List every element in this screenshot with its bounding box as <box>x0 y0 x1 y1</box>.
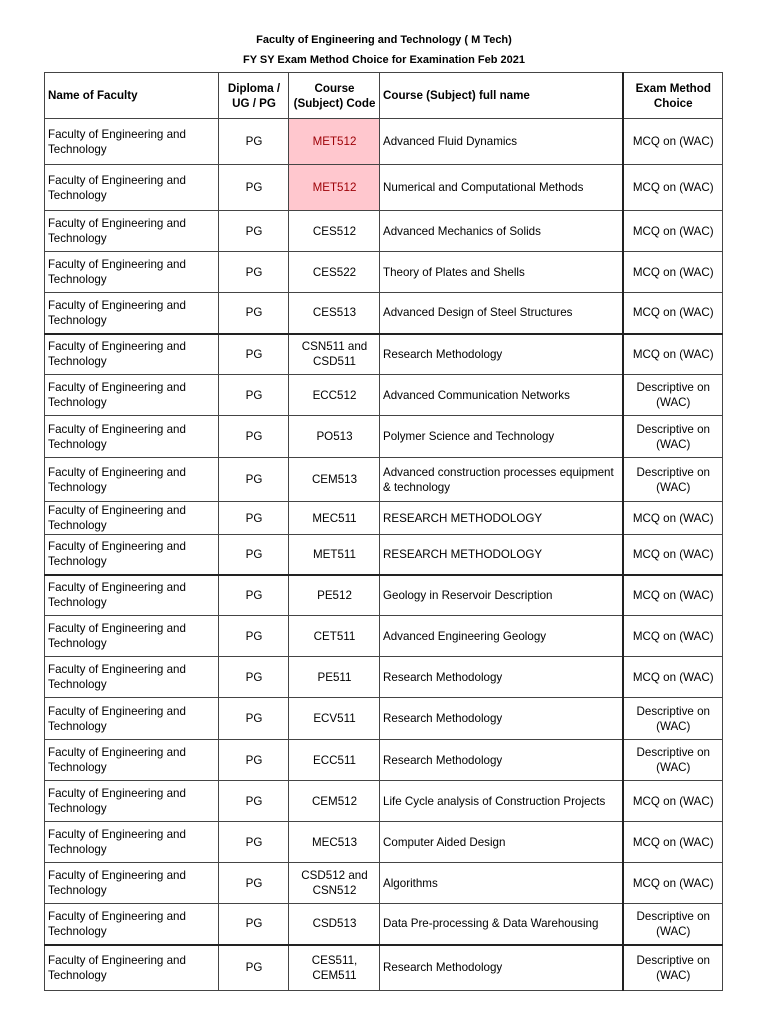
cell-level: PG <box>219 119 289 165</box>
cell-exam-method: MCQ on (WAC) <box>623 334 723 375</box>
cell-course-code: CSD512 and CSN512 <box>289 863 380 904</box>
cell-course-code: PO513 <box>289 416 380 458</box>
table-row <box>45 375 723 416</box>
cell-level: PG <box>219 616 289 657</box>
cell-exam-method: MCQ on (WAC) <box>623 616 723 657</box>
table-body <box>45 119 723 991</box>
cell-level: PG <box>219 416 289 458</box>
table-row <box>45 252 723 293</box>
header-exam-method: Exam Method Choice <box>623 73 723 119</box>
cell-level: PG <box>219 945 289 991</box>
cell-faculty: Faculty of Engineering and Technology <box>45 657 219 698</box>
table-row <box>45 211 723 252</box>
cell-faculty: Faculty of Engineering and Technology <box>45 293 219 334</box>
cell-level: PG <box>219 698 289 740</box>
cell-faculty: Faculty of Engineering and Technology <box>45 119 219 165</box>
cell-exam-method: Descriptive on (WAC) <box>623 904 723 945</box>
exam-method-table <box>44 72 723 991</box>
cell-exam-method: MCQ on (WAC) <box>623 657 723 698</box>
table-row <box>45 416 723 458</box>
cell-faculty: Faculty of Engineering and Technology <box>45 416 219 458</box>
cell-exam-method: Descriptive on (WAC) <box>623 375 723 416</box>
cell-exam-method: MCQ on (WAC) <box>623 575 723 616</box>
cell-exam-method: MCQ on (WAC) <box>623 252 723 293</box>
table-header-row <box>45 73 723 119</box>
cell-course-code: PE511 <box>289 657 380 698</box>
header-level: Diploma / UG / PG <box>219 73 289 119</box>
cell-course-name: Research Methodology <box>380 657 623 698</box>
cell-faculty: Faculty of Engineering and Technology <box>45 165 219 211</box>
cell-course-name: Research Methodology <box>380 334 623 375</box>
header-course-name: Course (Subject) full name <box>380 73 623 119</box>
cell-exam-method: MCQ on (WAC) <box>623 502 723 535</box>
cell-exam-method: Descriptive on (WAC) <box>623 458 723 502</box>
cell-course-name: Advanced construction processes equipment & technology <box>380 458 623 502</box>
cell-exam-method: Descriptive on (WAC) <box>623 945 723 991</box>
cell-course-code-highlighted: MET512 <box>289 119 380 165</box>
cell-exam-method: Descriptive on (WAC) <box>623 698 723 740</box>
cell-course-name: Computer Aided Design <box>380 822 623 863</box>
cell-level: PG <box>219 375 289 416</box>
cell-level: PG <box>219 904 289 945</box>
cell-course-name: Research Methodology <box>380 698 623 740</box>
cell-course-name: Research Methodology <box>380 740 623 781</box>
table-row <box>45 293 723 334</box>
cell-level: PG <box>219 657 289 698</box>
cell-course-code: MEC511 <box>289 502 380 535</box>
cell-course-code: MEC513 <box>289 822 380 863</box>
cell-exam-method: MCQ on (WAC) <box>623 822 723 863</box>
cell-faculty: Faculty of Engineering and Technology <box>45 781 219 822</box>
cell-course-name: Advanced Communication Networks <box>380 375 623 416</box>
cell-level: PG <box>219 535 289 575</box>
cell-level: PG <box>219 211 289 252</box>
cell-level: PG <box>219 781 289 822</box>
cell-course-name: Polymer Science and Technology <box>380 416 623 458</box>
cell-course-name: RESEARCH METHODOLOGY <box>380 502 623 535</box>
cell-level: PG <box>219 252 289 293</box>
cell-exam-method: MCQ on (WAC) <box>623 863 723 904</box>
table-row <box>45 698 723 740</box>
cell-course-name: Advanced Mechanics of Solids <box>380 211 623 252</box>
cell-course-name: Advanced Engineering Geology <box>380 616 623 657</box>
cell-faculty: Faculty of Engineering and Technology <box>45 698 219 740</box>
cell-exam-method: MCQ on (WAC) <box>623 535 723 575</box>
cell-faculty: Faculty of Engineering and Technology <box>45 616 219 657</box>
cell-course-name: Data Pre-processing & Data Warehousing <box>380 904 623 945</box>
cell-course-code: PE512 <box>289 575 380 616</box>
cell-exam-method: MCQ on (WAC) <box>623 293 723 334</box>
cell-level: PG <box>219 822 289 863</box>
cell-exam-method: Descriptive on (WAC) <box>623 416 723 458</box>
cell-course-code: ECC511 <box>289 740 380 781</box>
cell-faculty: Faculty of Engineering and Technology <box>45 252 219 293</box>
cell-course-name: Advanced Design of Steel Structures <box>380 293 623 334</box>
cell-course-code: CES513 <box>289 293 380 334</box>
cell-faculty: Faculty of Engineering and Technology <box>45 575 219 616</box>
cell-course-name: Algorithms <box>380 863 623 904</box>
cell-faculty: Faculty of Engineering and Technology <box>45 458 219 502</box>
cell-course-name: Geology in Reservoir Description <box>380 575 623 616</box>
cell-course-name: RESEARCH METHODOLOGY <box>380 535 623 575</box>
table-row <box>45 904 723 945</box>
table-row <box>45 334 723 375</box>
table-row <box>45 575 723 616</box>
table-row <box>45 119 723 165</box>
cell-exam-method: MCQ on (WAC) <box>623 211 723 252</box>
table-row <box>45 502 723 535</box>
cell-course-code: CSD513 <box>289 904 380 945</box>
cell-course-code: ECC512 <box>289 375 380 416</box>
cell-faculty: Faculty of Engineering and Technology <box>45 863 219 904</box>
document-heading <box>0 30 768 70</box>
cell-level: PG <box>219 740 289 781</box>
cell-course-code: CES511, CEM511 <box>289 945 380 991</box>
cell-level: PG <box>219 863 289 904</box>
cell-faculty: Faculty of Engineering and Technology <box>45 211 219 252</box>
cell-level: PG <box>219 334 289 375</box>
page-title: Faculty of Engineering and Technology ( M Tech) <box>256 34 512 46</box>
cell-course-name: Theory of Plates and Shells <box>380 252 623 293</box>
header-course-code: Course (Subject) Code <box>289 73 380 119</box>
cell-course-name: Numerical and Computational Methods <box>380 165 623 211</box>
cell-faculty: Faculty of Engineering and Technology <box>45 945 219 991</box>
cell-course-code: CES512 <box>289 211 380 252</box>
cell-level: PG <box>219 458 289 502</box>
table-row <box>45 740 723 781</box>
cell-exam-method: Descriptive on (WAC) <box>623 740 723 781</box>
cell-course-code-highlighted: MET512 <box>289 165 380 211</box>
table-row <box>45 945 723 991</box>
table-row <box>45 781 723 822</box>
cell-course-name: Research Methodology <box>380 945 623 991</box>
cell-exam-method: MCQ on (WAC) <box>623 119 723 165</box>
cell-course-name: Advanced Fluid Dynamics <box>380 119 623 165</box>
cell-course-code: CES522 <box>289 252 380 293</box>
table-row <box>45 863 723 904</box>
page-subtitle: FY SY Exam Method Choice for Examination Feb 2021 <box>242 54 525 66</box>
cell-course-code: CEM512 <box>289 781 380 822</box>
table-row <box>45 535 723 575</box>
table-row <box>45 458 723 502</box>
cell-exam-method: MCQ on (WAC) <box>623 781 723 822</box>
cell-faculty: Faculty of Engineering and Technology <box>45 904 219 945</box>
table-row <box>45 657 723 698</box>
table-row <box>45 165 723 211</box>
cell-level: PG <box>219 165 289 211</box>
cell-level: PG <box>219 502 289 535</box>
cell-level: PG <box>219 575 289 616</box>
cell-faculty: Faculty of Engineering and Technology <box>45 822 219 863</box>
cell-faculty: Faculty of Engineering and Technology <box>45 375 219 416</box>
cell-faculty: Faculty of Engineering and Technology <box>45 740 219 781</box>
cell-level: PG <box>219 293 289 334</box>
cell-faculty: Faculty of Engineering and Technology <box>45 502 219 535</box>
cell-faculty: Faculty of Engineering and Technology <box>45 334 219 375</box>
cell-course-name: Life Cycle analysis of Construction Projects <box>380 781 623 822</box>
cell-course-code: CSN511 and CSD511 <box>289 334 380 375</box>
table-row <box>45 822 723 863</box>
cell-course-code: CET511 <box>289 616 380 657</box>
cell-course-code: ECV511 <box>289 698 380 740</box>
header-faculty: Name of Faculty <box>45 73 219 119</box>
table-row <box>45 616 723 657</box>
cell-course-code: CEM513 <box>289 458 380 502</box>
cell-exam-method: MCQ on (WAC) <box>623 165 723 211</box>
cell-course-code: MET511 <box>289 535 380 575</box>
cell-faculty: Faculty of Engineering and Technology <box>45 535 219 575</box>
